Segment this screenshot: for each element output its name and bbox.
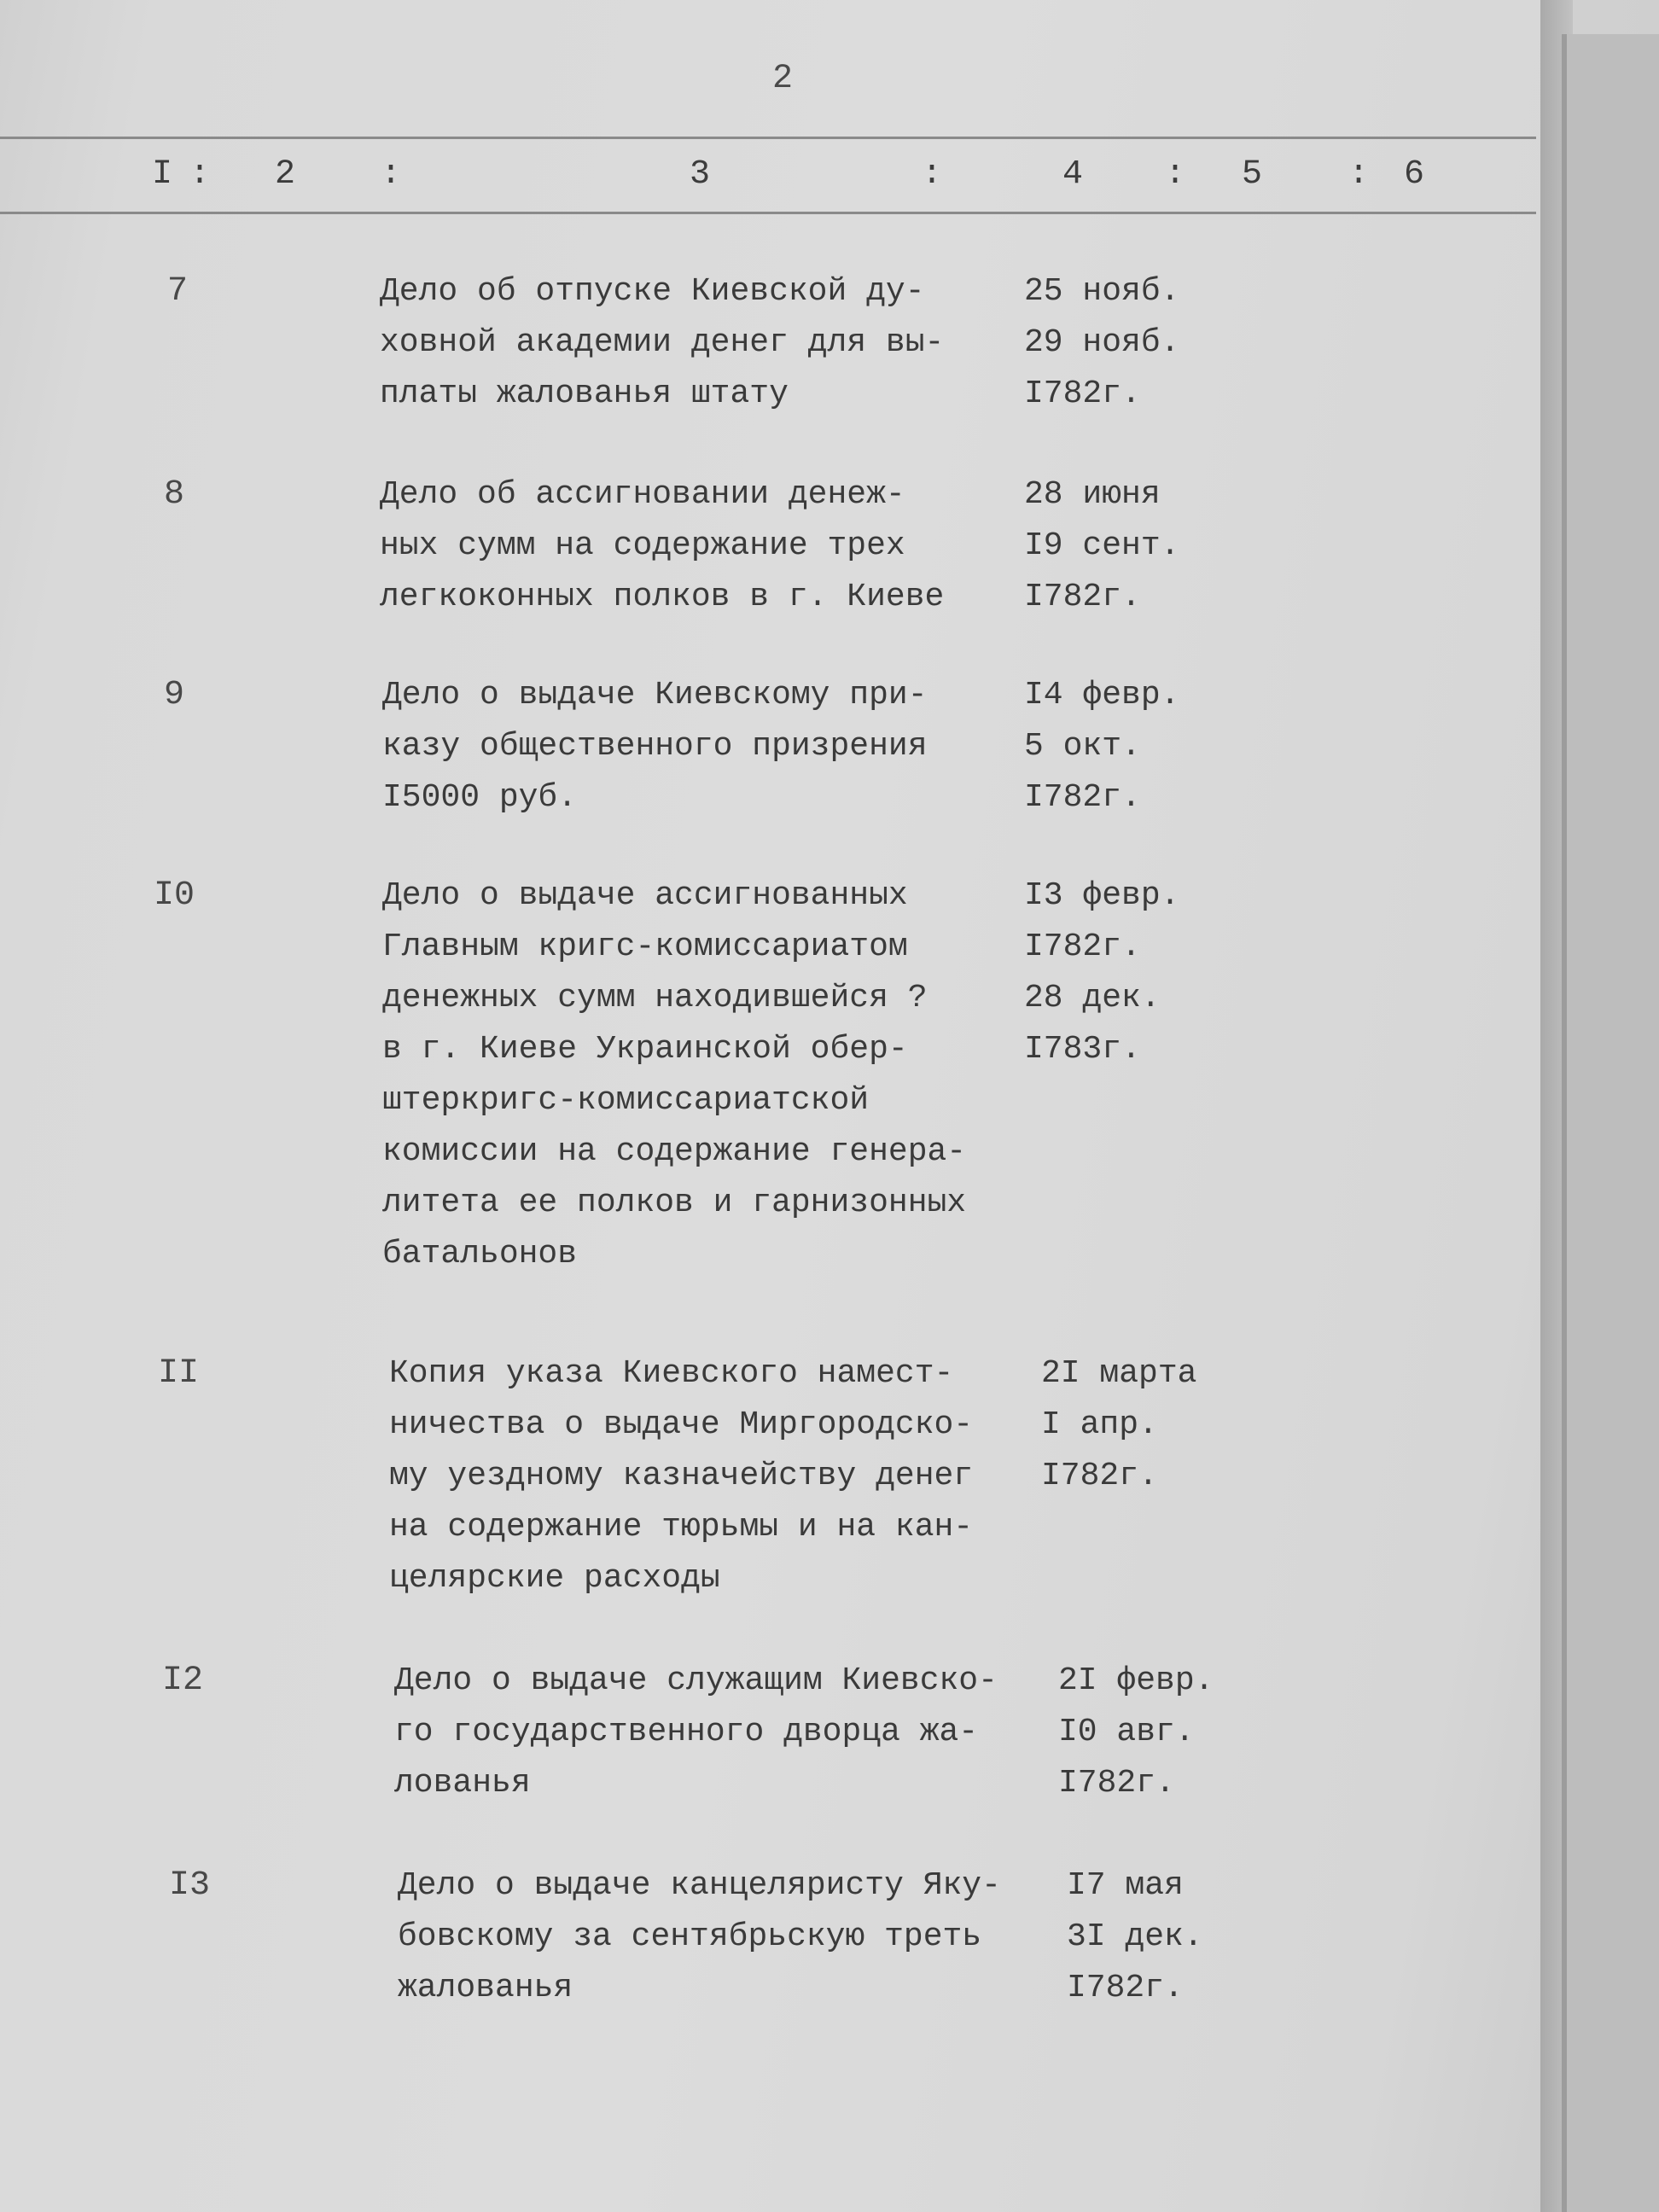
description-line: Дело о выдаче Киевскому при- [382,677,928,713]
date-line: I783г. [1024,1031,1141,1068]
header-col-3: 3 [690,155,711,194]
entry-number: 7 [167,272,189,311]
header-col-1: I [152,155,173,194]
entry-description [382,670,997,824]
entry-dates [1024,469,1246,623]
entry-description [380,469,994,623]
description-line: I5000 руб. [382,779,578,816]
header-sep: : [1165,155,1186,194]
entry-number: I0 [154,876,195,915]
description-line: целярские расходы [389,1560,720,1597]
description-line: в г. Киеве Украинской обер- [382,1031,908,1068]
date-line: I3 февр. [1024,877,1180,914]
date-line: 2I февр. [1058,1662,1214,1699]
entry-description [380,266,994,420]
description-line: бовскому за сентябрьскую треть [398,1918,982,1955]
description-line: батальонов [382,1236,578,1272]
date-line: I7 мая [1067,1867,1184,1904]
header-sep: : [922,155,943,194]
date-line: 5 окт. [1024,728,1141,765]
description-line: Дело об отпуске Киевской ду- [380,273,925,310]
entry-dates [1024,266,1246,420]
header-col-4: 4 [1062,155,1084,194]
date-line: I0 авг. [1058,1714,1195,1750]
description-line: ных сумм на содержание трех [380,527,905,564]
description-line: казу общественного призрения [382,728,928,765]
description-line: лованья [394,1765,531,1802]
entry-number: II [158,1354,200,1393]
underlying-page-stack [1562,34,1659,2212]
column-header-band [0,137,1536,214]
header-sep: : [381,155,402,194]
date-line: I782г. [1058,1765,1175,1802]
description-line: Главным кригс-комиссариатом [382,928,908,965]
description-line: го государственного дворца жа- [394,1714,979,1750]
entry-dates [1058,1656,1280,1809]
entry-description [394,1656,1009,1809]
header-col-2: 2 [275,155,296,194]
entry-description [389,1348,1004,1604]
date-line: 3I дек. [1067,1918,1203,1955]
description-line: Копия указа Киевского намест- [389,1355,954,1392]
date-line: I782г. [1067,1970,1184,2006]
entry-dates [1024,670,1246,824]
description-line: ничества о выдаче Миргородско- [389,1406,974,1443]
entry-dates [1041,1348,1263,1502]
header-col-5: 5 [1242,155,1263,194]
entry-description [382,870,997,1280]
header-sep: : [189,155,211,194]
description-line: литета ее полков и гарнизонных [382,1185,967,1221]
description-line: му уездному казначейству денег [389,1458,974,1494]
date-line: I апр. [1041,1406,1158,1443]
entry-number: 8 [164,475,185,514]
page-number: 2 [772,60,794,98]
date-line: I782г. [1024,375,1141,412]
entry-number: 9 [164,676,185,714]
date-line: I782г. [1024,579,1141,615]
description-line: Дело о выдаче служащим Киевско- [394,1662,998,1699]
date-line: 25 нояб. [1024,273,1180,310]
description-line: ховной академии денег для вы- [380,324,945,361]
entry-description [398,1860,1012,2014]
date-line: 28 июня [1024,476,1161,513]
date-line: 29 нояб. [1024,324,1180,361]
entry-number: I2 [162,1662,204,1700]
date-line: I782г. [1041,1458,1158,1494]
description-line: комиссии на содержание генера- [382,1133,967,1170]
entry-dates [1024,870,1246,1075]
description-line: Дело о выдаче ассигнованных [382,877,908,914]
date-line: I782г. [1024,779,1141,816]
description-line: на содержание тюрьмы и на кан- [389,1509,974,1545]
description-line: денежных сумм находившейся ? [382,980,928,1016]
date-line: I782г. [1024,928,1141,965]
description-line: Дело о выдаче канцеляристу Яку- [398,1867,1001,1904]
description-line: Дело об ассигновании денеж- [380,476,905,513]
date-line: I4 февр. [1024,677,1180,713]
header-col-6: 6 [1404,155,1425,194]
description-line: легкоконных полков в г. Киеве [380,579,945,615]
header-sep: : [1348,155,1370,194]
description-line: жалованья [398,1970,573,2006]
description-line: платы жалованья штату [380,375,789,412]
date-line: 2I марта [1041,1355,1197,1392]
entry-dates [1067,1860,1289,2014]
date-line: I9 сент. [1024,527,1180,564]
description-line: штеркригс-комиссариатской [382,1082,870,1119]
date-line: 28 дек. [1024,980,1161,1016]
entry-number: I3 [169,1866,211,1905]
